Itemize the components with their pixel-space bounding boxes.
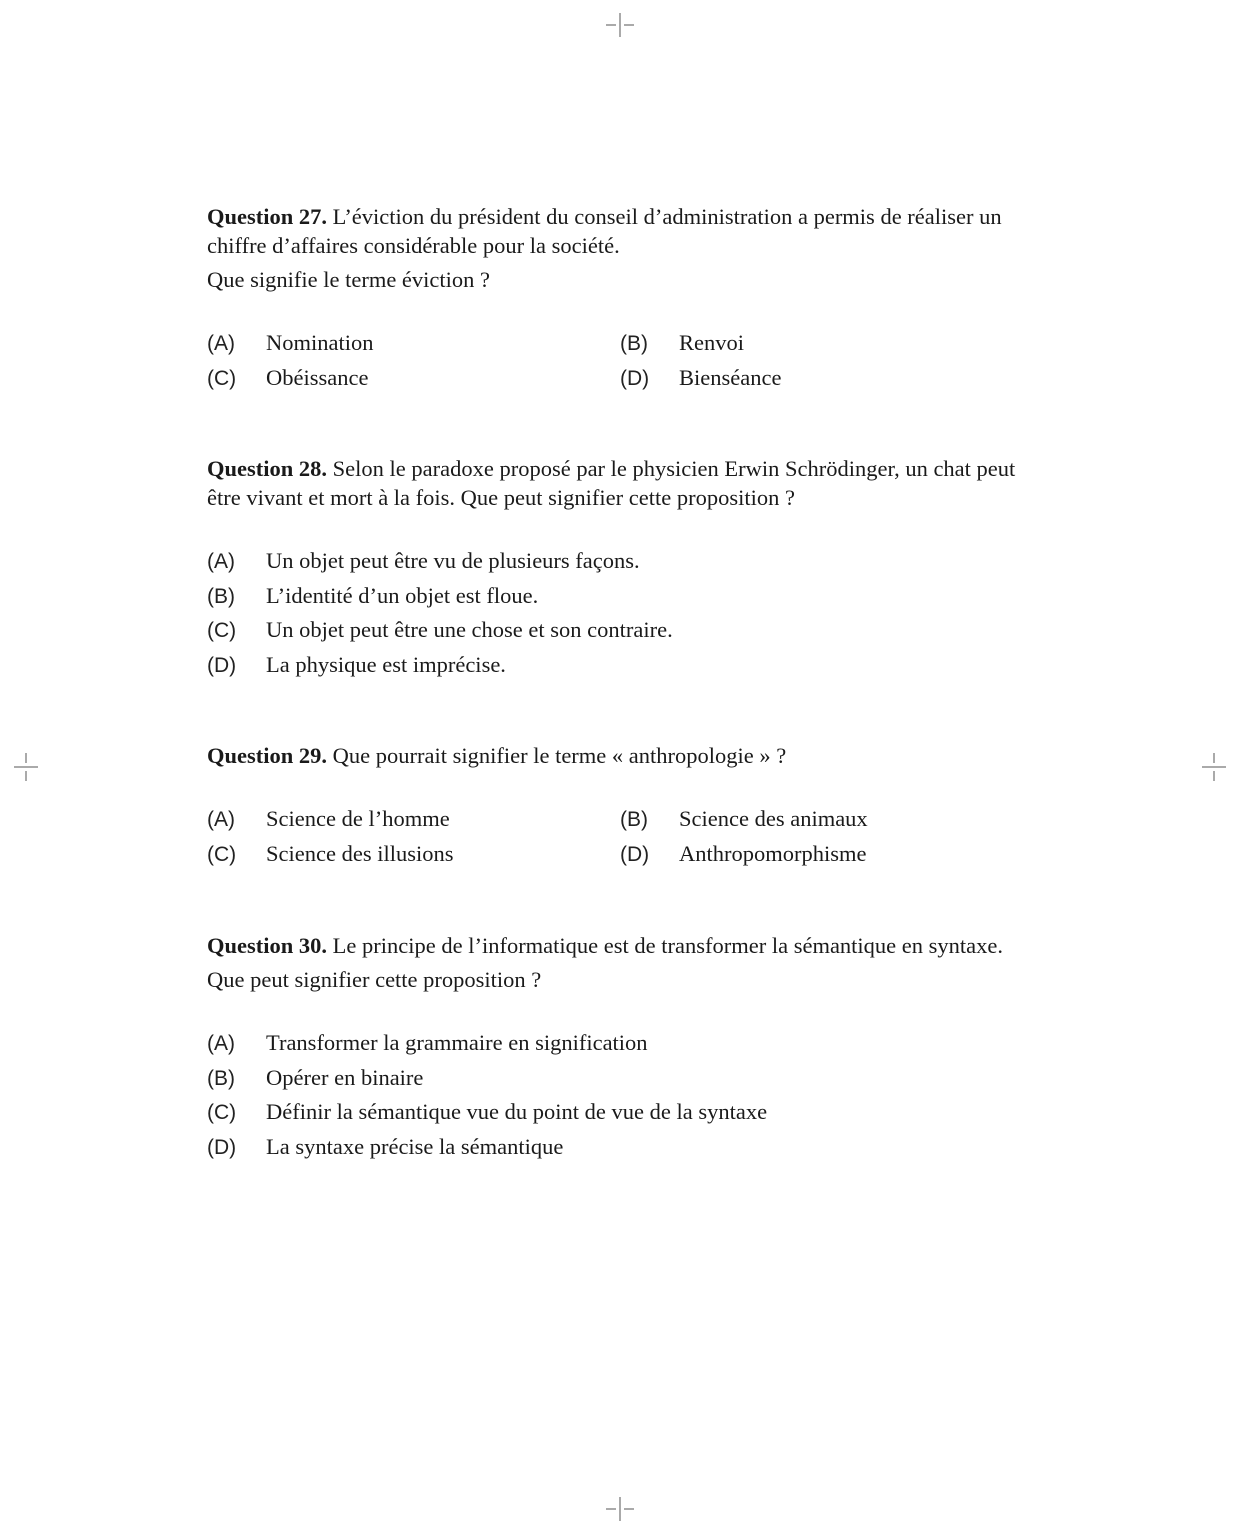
question-text: Que pourrait signifier le terme « anthropologie » ? bbox=[332, 743, 787, 768]
option-text: Un objet peut être vu de plusieurs façons. bbox=[266, 548, 640, 573]
option-b[interactable] bbox=[620, 328, 1033, 358]
question-28 bbox=[207, 454, 1033, 684]
question-stem bbox=[207, 931, 1033, 960]
option-letter: (B) bbox=[207, 1066, 235, 1090]
option-d[interactable] bbox=[207, 1132, 1033, 1162]
option-d[interactable] bbox=[207, 650, 1033, 680]
option-letter: (C) bbox=[207, 1101, 237, 1124]
option-text: Renvoi bbox=[679, 330, 744, 355]
option-text: La syntaxe précise la sémantique bbox=[266, 1133, 564, 1159]
option-c[interactable] bbox=[207, 615, 1033, 645]
option-text: Obéissance bbox=[266, 364, 369, 390]
option-letter: (A) bbox=[207, 332, 235, 355]
crop-mark-left bbox=[12, 753, 40, 781]
question-text: Le principe de l’informatique est de transformer la sémantique en syntaxe. bbox=[332, 933, 1004, 958]
option-b[interactable] bbox=[207, 581, 1033, 611]
question-30 bbox=[207, 931, 1033, 1166]
option-c[interactable] bbox=[207, 839, 620, 869]
option-letter: (B) bbox=[207, 584, 235, 608]
option-b[interactable] bbox=[620, 804, 1033, 834]
option-text: L’identité d’un objet est floue. bbox=[266, 582, 539, 608]
option-text: Définir la sémantique vue du point de vue de la syntaxe bbox=[266, 1099, 768, 1124]
option-a[interactable] bbox=[207, 804, 620, 834]
option-letter: (D) bbox=[207, 653, 237, 677]
question-text: Selon le paradoxe proposé par le physicien Erwin Schrödinger, un chat peut être vivant et mort à la fois. Que peut signifier cette proposition ? bbox=[207, 456, 1016, 510]
crop-mark-bottom bbox=[606, 1495, 634, 1523]
option-text: Science des animaux bbox=[679, 806, 868, 831]
options-grid bbox=[207, 804, 1033, 873]
question-stem bbox=[207, 454, 1033, 512]
option-letter: (B) bbox=[620, 332, 648, 355]
option-c[interactable] bbox=[207, 363, 620, 393]
option-text: Anthropomorphisme bbox=[679, 840, 867, 866]
crop-mark-top bbox=[606, 11, 634, 39]
option-text: Science de l’homme bbox=[266, 806, 450, 831]
option-text: Un objet peut être une chose et son contraire. bbox=[266, 617, 673, 642]
options-list bbox=[207, 546, 1033, 684]
crop-mark-right bbox=[1200, 753, 1228, 781]
option-letter: (A) bbox=[207, 550, 235, 573]
question-label: Question 28. bbox=[207, 456, 328, 481]
options-list bbox=[207, 1028, 1033, 1166]
option-text: Science des illusions bbox=[266, 840, 454, 866]
question-29 bbox=[207, 741, 1033, 873]
question-subquestion: Que peut signifier cette proposition ? bbox=[207, 967, 542, 992]
option-d[interactable] bbox=[620, 839, 1033, 869]
option-text: Opérer en binaire bbox=[266, 1064, 424, 1090]
option-letter: (C) bbox=[207, 842, 237, 866]
option-letter: (C) bbox=[207, 619, 237, 642]
option-text: Bienséance bbox=[679, 364, 782, 390]
option-a[interactable] bbox=[207, 1028, 1033, 1058]
options-grid bbox=[207, 328, 1033, 397]
option-letter: (A) bbox=[207, 1032, 235, 1055]
option-b[interactable] bbox=[207, 1063, 1033, 1093]
question-text: L’éviction du président du conseil d’administration a permis de réaliser un chiffre d’affaires considérable pour la société. bbox=[207, 204, 1002, 258]
option-a[interactable] bbox=[207, 546, 1033, 576]
option-letter: (C) bbox=[207, 366, 237, 390]
option-letter: (B) bbox=[620, 808, 648, 831]
option-letter: (A) bbox=[207, 808, 235, 831]
question-stem bbox=[207, 202, 1033, 260]
option-d[interactable] bbox=[620, 363, 1033, 393]
option-letter: (D) bbox=[620, 366, 650, 390]
question-label: Question 29. bbox=[207, 743, 328, 768]
question-label: Question 27. bbox=[207, 204, 328, 229]
option-c[interactable] bbox=[207, 1097, 1033, 1127]
option-a[interactable] bbox=[207, 328, 620, 358]
option-text: Nomination bbox=[266, 330, 374, 355]
question-label: Question 30. bbox=[207, 933, 328, 958]
option-text: La physique est imprécise. bbox=[266, 651, 506, 677]
question-subquestion: Que signifie le terme éviction ? bbox=[207, 267, 491, 292]
option-letter: (D) bbox=[207, 1135, 237, 1159]
question-stem bbox=[207, 741, 1033, 770]
option-text: Transformer la grammaire en signification bbox=[266, 1030, 648, 1055]
option-letter: (D) bbox=[620, 842, 650, 866]
question-27 bbox=[207, 202, 1033, 397]
